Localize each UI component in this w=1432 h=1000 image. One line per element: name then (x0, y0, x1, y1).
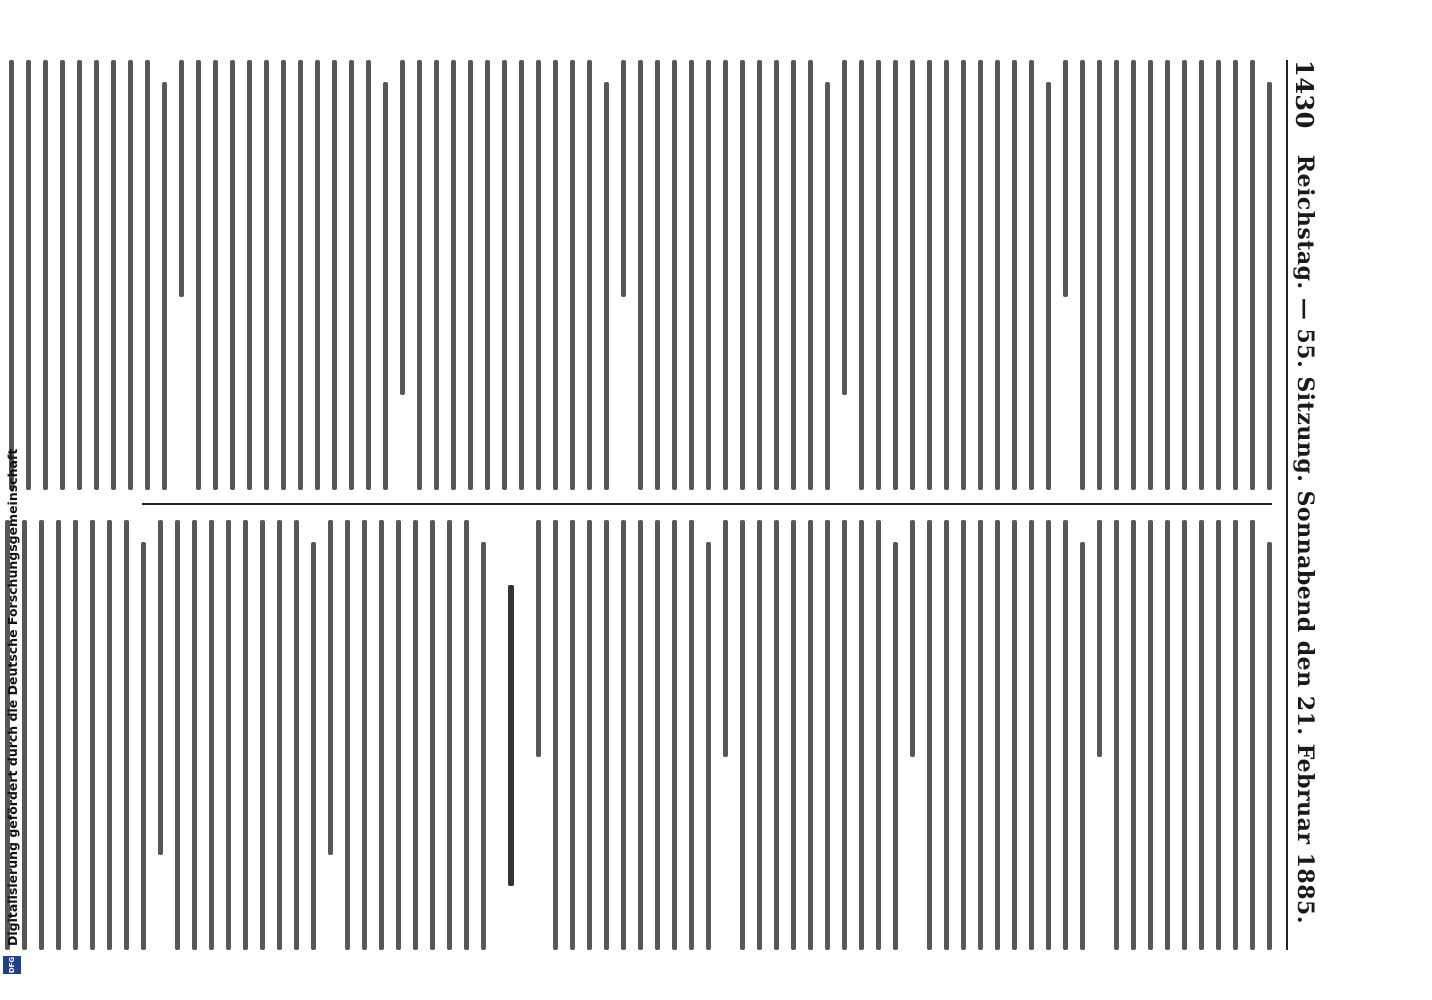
text-line (1012, 520, 1017, 950)
text-line (1199, 520, 1204, 950)
text-line (621, 520, 626, 950)
text-line (366, 60, 371, 490)
text-line (328, 520, 333, 855)
text-line (1046, 82, 1051, 490)
text-line (77, 60, 82, 490)
text-line (1131, 520, 1136, 950)
text-line (536, 520, 541, 757)
text-line (689, 520, 694, 950)
text-line (396, 520, 401, 950)
text-line (1148, 60, 1153, 490)
text-line (73, 520, 78, 950)
text-line (481, 542, 486, 950)
text-line (43, 60, 48, 490)
text-line (94, 60, 99, 490)
text-line (825, 82, 830, 490)
text-line (978, 520, 983, 950)
text-line (128, 60, 133, 490)
text-line (944, 60, 949, 490)
text-line (260, 520, 265, 950)
text-line (910, 60, 915, 490)
text-line (379, 520, 384, 950)
text-line (1267, 82, 1272, 490)
text-line (468, 60, 473, 490)
text-line (723, 520, 728, 757)
text-line (1063, 520, 1068, 950)
text-line (413, 520, 418, 950)
text-line (808, 60, 813, 490)
text-line (961, 60, 966, 490)
text-line (179, 60, 184, 297)
text-line (536, 60, 541, 490)
text-line (508, 585, 514, 886)
text-line (638, 60, 643, 490)
text-line (842, 60, 847, 395)
text-line (141, 542, 146, 950)
text-line (362, 520, 367, 950)
text-line (1080, 542, 1085, 950)
scanned-page (112, 40, 1342, 970)
text-line (1182, 60, 1187, 490)
text-line (927, 60, 932, 490)
text-line (1233, 520, 1238, 950)
text-line (196, 60, 201, 490)
text-line (825, 520, 830, 950)
paragraph-gap (486, 520, 496, 950)
text-line (349, 60, 354, 490)
text-line (209, 520, 214, 950)
text-line (808, 520, 813, 950)
text-line (842, 520, 847, 950)
text-line (519, 60, 524, 490)
text-line (230, 60, 235, 490)
text-line (1199, 60, 1204, 490)
text-line (995, 520, 1000, 950)
text-line (417, 60, 422, 490)
text-line (124, 520, 129, 950)
text-line (961, 520, 966, 950)
text-line (1250, 520, 1255, 950)
digitization-credit (0, 0, 24, 1000)
text-line (893, 60, 898, 490)
text-line (655, 60, 660, 490)
text-column-right (142, 520, 1272, 950)
text-line (1080, 60, 1085, 490)
credit-text: Digitalisierung gefördert durch die Deutsche Forschungsgemeinschaft (4, 448, 20, 946)
text-line (243, 520, 248, 950)
text-line (264, 60, 269, 490)
text-line (1097, 520, 1102, 757)
text-line (706, 542, 711, 950)
text-line (111, 60, 116, 490)
text-line (1029, 60, 1034, 490)
text-line (689, 60, 694, 490)
text-line (1216, 60, 1221, 490)
text-line (1012, 60, 1017, 490)
text-line (1063, 60, 1068, 297)
text-line (791, 60, 796, 490)
text-line (90, 520, 95, 950)
text-line (876, 520, 881, 950)
text-line (162, 82, 167, 490)
text-line (1165, 520, 1170, 950)
text-line (247, 60, 252, 490)
text-line (859, 60, 864, 490)
text-line (145, 60, 150, 490)
text-line (1216, 520, 1221, 950)
column-divider (142, 503, 1272, 505)
text-line (604, 82, 609, 490)
text-line (1114, 520, 1119, 950)
text-line (587, 520, 592, 950)
text-line (383, 82, 388, 490)
text-line (1148, 520, 1153, 950)
text-line (978, 60, 983, 490)
text-line (604, 520, 609, 950)
text-line (1182, 520, 1187, 950)
text-line (192, 520, 197, 950)
text-line (791, 520, 796, 950)
paragraph-gap (514, 520, 524, 950)
text-line (638, 520, 643, 950)
text-line (1114, 60, 1119, 490)
text-line (570, 60, 575, 490)
text-line (570, 520, 575, 950)
text-line (26, 60, 31, 490)
text-line (434, 60, 439, 490)
text-line (706, 60, 711, 490)
text-line (672, 60, 677, 490)
text-line (451, 60, 456, 490)
text-line (723, 60, 728, 490)
text-line (672, 520, 677, 950)
text-line (757, 60, 762, 490)
text-line (277, 520, 282, 950)
text-line (1267, 542, 1272, 950)
text-line (859, 520, 864, 950)
text-line (774, 520, 779, 950)
text-line (158, 520, 163, 855)
text-line (502, 60, 507, 490)
text-line (1029, 520, 1034, 950)
text-line (553, 60, 558, 490)
text-line (56, 520, 61, 950)
page-number: 1430 (1290, 60, 1320, 129)
text-line (740, 520, 745, 950)
text-line (485, 60, 490, 490)
text-line (876, 60, 881, 490)
text-line (315, 60, 320, 490)
dfg-logo-icon: DFG (3, 956, 21, 974)
text-line (655, 520, 660, 950)
text-line (294, 520, 299, 950)
page-header (1286, 60, 1322, 950)
text-line (587, 60, 592, 490)
running-head: Reichstag. — 55. Sitzung. Sonnabend den 21. Februar 1885. (1292, 154, 1318, 924)
text-line (175, 520, 180, 950)
text-line (774, 60, 779, 490)
text-line (60, 60, 65, 490)
text-line (1097, 60, 1102, 490)
text-line (910, 520, 915, 757)
text-line (1250, 60, 1255, 490)
text-line (464, 520, 469, 950)
text-line (927, 520, 932, 950)
text-line (1165, 60, 1170, 490)
text-line (893, 542, 898, 950)
text-line (400, 60, 405, 395)
text-line (226, 520, 231, 950)
text-column-left (142, 60, 1272, 490)
text-line (1131, 60, 1136, 490)
text-line (621, 60, 626, 297)
text-line (311, 542, 316, 950)
text-line (430, 520, 435, 950)
text-line (1046, 520, 1051, 950)
text-line (332, 60, 337, 490)
text-line (757, 520, 762, 950)
text-line (553, 520, 558, 950)
text-line (447, 520, 452, 950)
text-line (345, 520, 350, 950)
text-line (1233, 60, 1238, 490)
text-line (298, 60, 303, 490)
text-line (944, 520, 949, 950)
text-line (281, 60, 286, 490)
text-line (995, 60, 1000, 490)
text-line (107, 520, 112, 950)
text-line (39, 520, 44, 950)
text-line (213, 60, 218, 490)
text-line (740, 60, 745, 490)
